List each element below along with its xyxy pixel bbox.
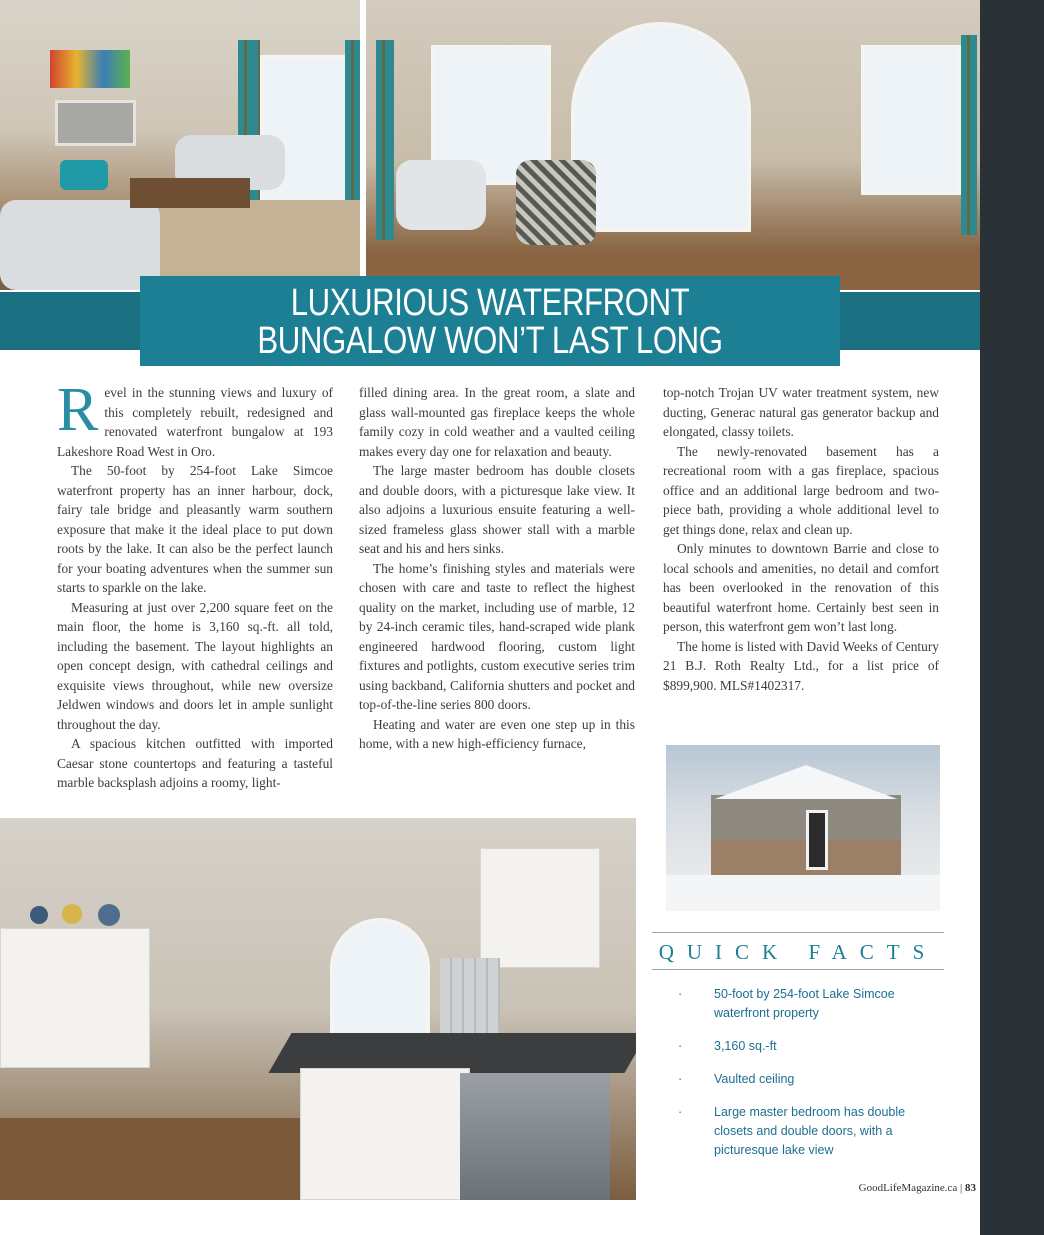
article-paragraph: The newly-renovated basement has a recreational room with a gas fireplace, spacious office and an additional large bedroom and two-piece bath, providing a whole additional level to get things done, relax and clean up.	[663, 443, 939, 537]
living-room-photo	[0, 0, 360, 290]
article-paragraph: The home’s finishing styles and materials were chosen with care and taste to reflect the highest quality on the market, including use of marble, 12 by 24-inch ceramic tiles, hand-scraped wide plank engineered hardwood flooring, custom light fixtures and potlights, custom executive series trim using backband, California shutters and pocket and top-of-the-line series 800 doors.	[359, 560, 635, 712]
house-exterior-photo	[666, 745, 940, 911]
quick-facts-top-rule	[652, 932, 944, 933]
article-paragraph: Revel in the stunning views and luxury of this completely rebuilt, redesigned and renovated waterfront bungalow at 193 Lakeshore Road West in Oro.	[57, 376, 333, 459]
title-band-left-extension	[0, 292, 140, 350]
headline-line-1: LUXURIOUS WATERFRONT	[290, 282, 690, 324]
article-column-1	[57, 376, 333, 793]
quick-facts-bottom-rule	[652, 969, 944, 970]
drop-cap: R	[57, 376, 99, 444]
headline-band	[140, 276, 840, 366]
quick-facts-title: QUICK FACTS	[658, 940, 938, 964]
headline-line-2: BUNGALOW WON’T LAST LONG	[257, 320, 723, 362]
article-paragraph: Only minutes to downtown Barrie and close to local schools and amenities, no detail and comfort has been overlooked in the renovation of this beautiful waterfront home. Certainly best seen in person, this waterfront gem won’t last long.	[663, 541, 939, 634]
bullet-icon: ·	[678, 1105, 683, 1119]
article-paragraph: Measuring at just over 2,200 square feet on the main floor, the home is 3,160 sq.-ft. all told, including the basement. The layout highlights an open concept design, with cathedral ceilings and exquisite views throughout, while new oversize Jeldwen windows and doors let in ample sunlight throughout the day.	[57, 599, 333, 732]
article-column-2	[359, 383, 635, 754]
title-band-right-extension	[840, 292, 980, 350]
article-paragraph: Heating and water are even one step up in this home, with a new high-efficiency furnace,	[359, 716, 635, 751]
quick-fact-item: · 3,160 sq.-ft	[678, 1037, 908, 1056]
article-paragraph: The home is listed with David Weeks of Century 21 B.J. Roth Realty Ltd., for a list price of $899,900. MLS#1402317.	[663, 638, 939, 693]
page-edge-bar	[980, 0, 1044, 1235]
quick-fact-item: · 50-foot by 254-foot Lake Simcoe waterfront property	[678, 987, 895, 1020]
kitchen-photo	[0, 818, 636, 1200]
quick-facts-list	[678, 985, 908, 1174]
quick-fact-item: · Large master bedroom has double closets and double doors, with a picturesque lake view	[678, 1105, 906, 1157]
article-paragraph: The 50-foot by 254-foot Lake Simcoe waterfront property has an inner harbour, dock, fairy tale bridge and pleasantly warm southern exposure that make it the ideal place to put down roots by the lake. It can also be the perfect launch for your boating adventures when the summer sun starts to sparkle on the lake.	[57, 463, 333, 595]
quick-fact-item: · Vaulted ceiling	[678, 1070, 908, 1089]
page-footer	[826, 1182, 976, 1194]
great-room-photo	[366, 0, 980, 290]
article-paragraph: top-notch Trojan UV water treatment system, new ducting, Generac natural gas generator backup and elongated, classy toilets.	[663, 385, 939, 439]
article-paragraph: filled dining area. In the great room, a slate and glass wall-mounted gas fireplace keeps the whole family cozy in cold weather and a vaulted ceiling makes every day one for relaxation and beauty.	[359, 385, 635, 459]
bullet-icon: ·	[678, 1072, 683, 1086]
page-number: 83	[965, 1182, 976, 1194]
site-name: GoodLifeMagazine.ca	[858, 1182, 958, 1194]
bullet-icon: ·	[678, 1039, 683, 1053]
article-column-3	[663, 383, 939, 695]
bullet-icon: ·	[678, 987, 683, 1001]
article-paragraph: The large master bedroom has double closets and double doors, with a picturesque lake view. It also adjoins a luxurious ensuite featuring a well-sized frameless glass shower stall with a marble seat and his and hers sinks.	[359, 463, 635, 556]
article-paragraph: A spacious kitchen outfitted with imported Caesar stone countertops and featuring a tasteful marble backsplash adjoins a roomy, light-	[57, 736, 333, 790]
footer-separator: |	[957, 1182, 965, 1194]
